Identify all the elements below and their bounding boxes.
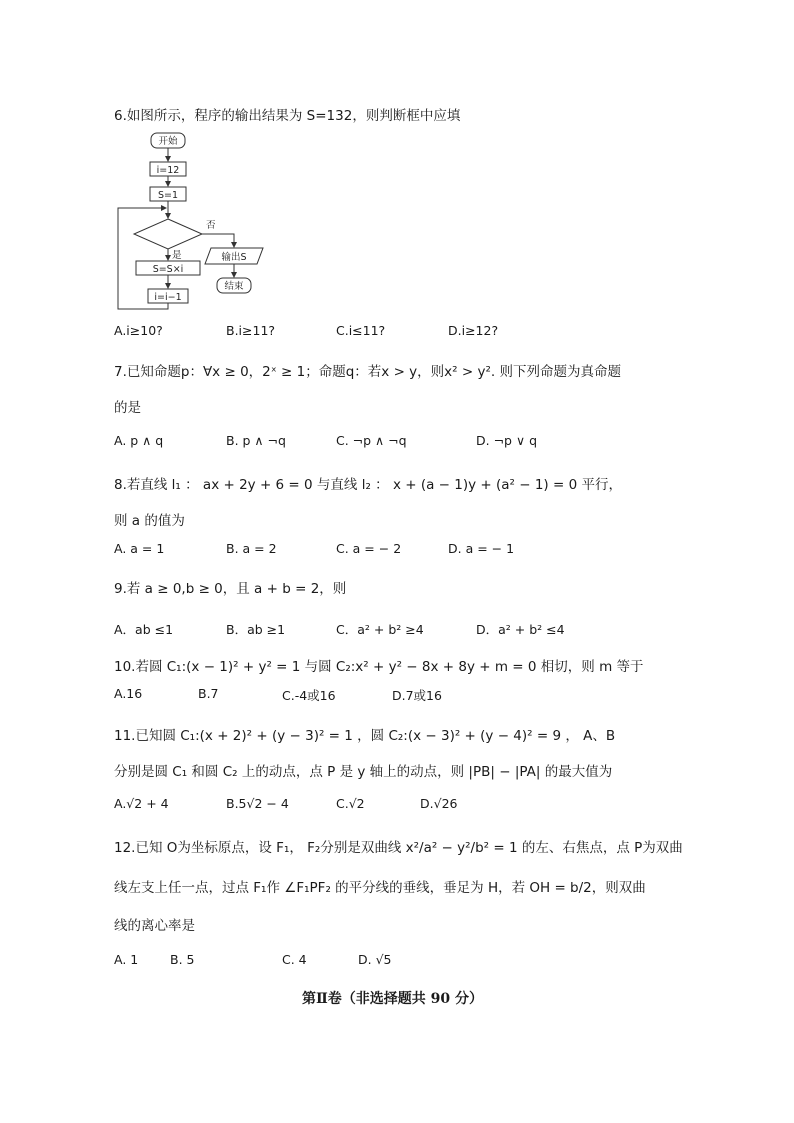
q7-option-b: B. p ∧ ¬q	[226, 433, 286, 448]
flow-end-label: 结束	[224, 281, 244, 292]
q6-option-a: A.i≥10?	[114, 323, 163, 338]
q7-option-a: A. p ∧ q	[114, 433, 164, 448]
q10-option-b: B.7	[198, 686, 219, 701]
q12-line3: 线的离心率是	[114, 918, 195, 934]
flow-decision-diamond	[134, 219, 202, 249]
q12-line1: 12.已知 O为坐标原点，设 F₁， F₂分别是双曲线 x²/a² − y²/b² = 1 的左、右焦点，点 P为双曲	[114, 840, 683, 856]
q9-option-b: B．ab ≥1	[226, 622, 286, 637]
q7-line2: 的是	[114, 400, 141, 416]
q8-line1: 8.若直线 l₁ ： ax + 2y + 6 = 0 与直线 l₂ ： x + (a − 1)y + (a² − 1) = 0 平行，	[114, 477, 622, 493]
q11-line2: 分别是圆 C₁ 和圆 C₂ 上的动点，点 P 是 y 轴上的动点，则 |PB| − |PA| 的最大值为	[114, 764, 613, 780]
q6-option-d: D.i≥12?	[448, 323, 499, 338]
flowchart-diagram	[110, 128, 280, 314]
q6-option-b: B.i≥11?	[226, 323, 276, 338]
q9-option-a: A．ab ≤1	[114, 622, 174, 637]
flow-init-s-label: S=1	[157, 190, 179, 201]
q10-option-a: A.16	[114, 686, 143, 701]
flow-output-label: 输出S	[221, 252, 247, 263]
q12-option-c: C. 4	[282, 952, 307, 967]
q7-option-d: D. ¬p ∨ q	[476, 433, 538, 448]
flow-init-i-label: i=12	[156, 165, 180, 176]
flow-update-i-label: i=i−1	[154, 292, 182, 303]
section-title: 第Ⅱ卷（非选择题共 90 分）	[302, 991, 484, 1007]
q8-line2: 则 a 的值为	[114, 513, 185, 529]
q12-option-b: B. 5	[170, 952, 195, 967]
q8-option-c: C. a = − 2	[336, 541, 402, 556]
q9-option-c: C．a² + b² ≥4	[336, 622, 424, 637]
q10-line1: 10.若圆 C₁:(x − 1)² + y² = 1 与圆 C₂:x² + y² − 8x + 8y + m = 0 相切，则 m 等于	[114, 659, 644, 675]
q7-option-c: C. ¬p ∧ ¬q	[336, 433, 407, 448]
q8-option-a: A. a = 1	[114, 541, 165, 556]
q10-option-d: D.7或16	[392, 688, 442, 703]
q6-stem: 6.如图所示，程序的输出结果为 S=132，则判断框中应填	[114, 108, 461, 124]
q9-line1: 9.若 a ≥ 0,b ≥ 0，且 a + b = 2，则	[114, 581, 347, 597]
flow-yes-label: 是	[172, 250, 182, 261]
q11-option-b: B.5√2 − 4	[226, 796, 289, 811]
flow-start-label: 开始	[158, 136, 178, 147]
q11-option-c: C.√2	[336, 796, 365, 811]
q11-option-d: D.√26	[420, 796, 458, 811]
q12-option-d: D. √5	[358, 952, 392, 967]
q8-option-d: D. a = − 1	[448, 541, 515, 556]
flow-no-label: 否	[206, 220, 216, 231]
q8-option-b: B. a = 2	[226, 541, 277, 556]
q9-option-d: D．a² + b² ≤4	[476, 622, 565, 637]
q11-option-a: A.√2 + 4	[114, 796, 169, 811]
q7-line1: 7.已知命题p：∀x ≥ 0，2ˣ ≥ 1；命题q：若x > y，则x² > y². 则下列命题为真命题	[114, 364, 621, 380]
q10-option-c: C.-4或16	[282, 688, 336, 703]
q12-line2: 线左支上任一点，过点 F₁作 ∠F₁PF₂ 的平分线的垂线，垂足为 H，若 OH = b/2，则双曲	[114, 880, 646, 896]
flow-update-s-label: S=S×i	[152, 264, 184, 275]
q11-line1: 11.已知圆 C₁:(x + 2)² + (y − 3)² = 1 ，圆 C₂:(x − 3)² + (y − 4)² = 9 ， A、B	[114, 728, 616, 744]
q6-option-c: C.i≤11?	[336, 323, 386, 338]
q12-option-a: A. 1	[114, 952, 139, 967]
